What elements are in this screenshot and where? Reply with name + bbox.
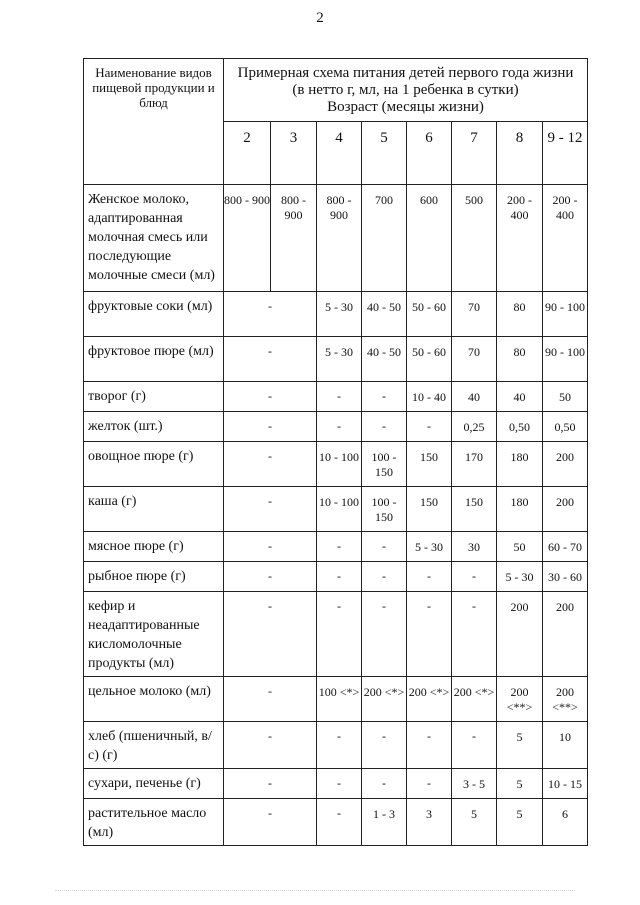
value-cell: 5 - 30 (497, 562, 543, 592)
name-column-header: Наименование видов пищевой продукции и блюд (84, 59, 224, 185)
value-cell: 200 (543, 442, 588, 487)
value-cell: 200 <*> (362, 677, 407, 722)
value-cell: - (317, 532, 362, 562)
value-cell: 10 (543, 722, 588, 769)
table-row (84, 442, 588, 487)
value-cell: 150 (407, 442, 452, 487)
table-row (84, 592, 588, 677)
age-caption: Возраст (месяцы жизни) (327, 99, 484, 115)
product-name-cell: творог (г) (84, 382, 224, 412)
value-cell: 800 - 900 (271, 185, 317, 292)
value-cell: 40 (497, 382, 543, 412)
value-cell: 200 (543, 592, 588, 677)
merged-value-cell: - (224, 532, 317, 562)
value-cell: 10 - 100 (317, 442, 362, 487)
merged-value-cell: - (224, 799, 317, 846)
value-cell: 5 - 30 (317, 292, 362, 337)
table-row (84, 412, 588, 442)
age-header-cell: 4 (317, 122, 362, 185)
table-row (84, 562, 588, 592)
value-cell: - (407, 592, 452, 677)
header-row (84, 59, 588, 122)
product-name-cell: каша (г) (84, 487, 224, 532)
merged-value-cell: - (224, 562, 317, 592)
value-cell: 50 (543, 382, 588, 412)
table-row (84, 677, 588, 722)
value-cell: - (317, 769, 362, 799)
value-cell: 30 (452, 532, 497, 562)
product-name-cell: мясное пюре (г) (84, 532, 224, 562)
value-cell: 600 (407, 185, 452, 292)
value-cell: 180 (497, 442, 543, 487)
value-cell: 5 - 30 (407, 532, 452, 562)
merged-value-cell: - (224, 677, 317, 722)
age-header-cell: 6 (407, 122, 452, 185)
product-name-cell: кефир и неадаптированные кисломолочные продукты (мл) (84, 592, 224, 677)
merged-value-cell: - (224, 487, 317, 532)
value-cell: 5 (497, 722, 543, 769)
value-cell: 200 (497, 592, 543, 677)
age-header-cell: 3 (271, 122, 317, 185)
scheme-units: (в нетто г, мл, на 1 ребенка в сутки) (292, 82, 519, 98)
value-cell: - (362, 722, 407, 769)
value-cell: 80 (497, 337, 543, 382)
product-name-cell: цельное молоко (мл) (84, 677, 224, 722)
product-name-cell: хлеб (пшеничный, в/с) (г) (84, 722, 224, 769)
value-cell: - (407, 769, 452, 799)
value-cell: - (317, 412, 362, 442)
value-cell: 70 (452, 292, 497, 337)
merged-value-cell: - (224, 442, 317, 487)
merged-value-cell: - (224, 722, 317, 769)
age-header-cell: 2 (224, 122, 271, 185)
value-cell: 3 (407, 799, 452, 846)
table-row (84, 532, 588, 562)
product-name-cell: овощное пюре (г) (84, 442, 224, 487)
value-cell: 0,50 (543, 412, 588, 442)
value-cell: - (362, 382, 407, 412)
value-cell: 200 - 400 (543, 185, 588, 292)
table-row (84, 337, 588, 382)
product-name-cell: растительное масло (мл) (84, 799, 224, 846)
value-cell: 100 - 150 (362, 487, 407, 532)
scheme-title: Примерная схема питания детей первого года жизни (237, 65, 574, 81)
value-cell: - (317, 799, 362, 846)
value-cell: - (452, 592, 497, 677)
table-row (84, 722, 588, 769)
age-header-cell: 7 (452, 122, 497, 185)
value-cell: 90 - 100 (543, 337, 588, 382)
feeding-schedule-table-wrapper (83, 58, 588, 846)
value-cell: 500 (452, 185, 497, 292)
value-cell: - (362, 532, 407, 562)
merged-value-cell: - (224, 382, 317, 412)
value-cell: 30 - 60 (543, 562, 588, 592)
value-cell: - (407, 562, 452, 592)
scan-artifact (55, 890, 575, 893)
page-number: 2 (316, 10, 324, 26)
value-cell: 70 (452, 337, 497, 382)
value-cell: - (317, 562, 362, 592)
value-cell: - (317, 382, 362, 412)
value-cell: 800 - 900 (317, 185, 362, 292)
value-cell: 40 (452, 382, 497, 412)
value-cell: 700 (362, 185, 407, 292)
value-cell: - (317, 592, 362, 677)
value-cell: - (452, 722, 497, 769)
value-cell: 5 (497, 769, 543, 799)
product-name-cell: Женское молоко, адаптированная молочная смесь или последующие молочные смеси (мл) (84, 185, 224, 292)
merged-value-cell: - (224, 412, 317, 442)
scheme-header (224, 59, 588, 122)
value-cell: 3 - 5 (452, 769, 497, 799)
merged-value-cell: - (224, 337, 317, 382)
age-header-cell: 5 (362, 122, 407, 185)
value-cell: 10 - 40 (407, 382, 452, 412)
value-cell: 10 - 100 (317, 487, 362, 532)
age-header-cell: 9 - 12 (543, 122, 588, 185)
value-cell: - (452, 562, 497, 592)
value-cell: 10 - 15 (543, 769, 588, 799)
value-cell: 40 - 50 (362, 337, 407, 382)
merged-value-cell: - (224, 292, 317, 337)
value-cell: 50 (497, 532, 543, 562)
table-row (84, 292, 588, 337)
value-cell: 170 (452, 442, 497, 487)
table-row (84, 799, 588, 846)
table-row (84, 487, 588, 532)
value-cell: 100 <*> (317, 677, 362, 722)
value-cell: - (362, 562, 407, 592)
value-cell: 180 (497, 487, 543, 532)
value-cell: 50 - 60 (407, 337, 452, 382)
merged-value-cell: - (224, 769, 317, 799)
product-name-cell: сухари, печенье (г) (84, 769, 224, 799)
value-cell: 5 (497, 799, 543, 846)
value-cell: 200 <**> (497, 677, 543, 722)
value-cell: 0,50 (497, 412, 543, 442)
product-name-cell: фруктовое пюре (мл) (84, 337, 224, 382)
age-header-cell: 8 (497, 122, 543, 185)
value-cell: 1 - 3 (362, 799, 407, 846)
value-cell: 800 - 900 (224, 185, 271, 292)
value-cell: - (362, 412, 407, 442)
value-cell: 150 (407, 487, 452, 532)
value-cell: 5 (452, 799, 497, 846)
value-cell: 200 <*> (407, 677, 452, 722)
product-name-cell: желток (шт.) (84, 412, 224, 442)
value-cell: 100 - 150 (362, 442, 407, 487)
product-name-cell: рыбное пюре (г) (84, 562, 224, 592)
value-cell: - (362, 769, 407, 799)
value-cell: 40 - 50 (362, 292, 407, 337)
value-cell: 90 - 100 (543, 292, 588, 337)
value-cell: 5 - 30 (317, 337, 362, 382)
value-cell: 50 - 60 (407, 292, 452, 337)
value-cell: - (407, 722, 452, 769)
table-row (84, 185, 588, 292)
feeding-schedule-table (83, 58, 588, 846)
value-cell: 80 (497, 292, 543, 337)
table-row (84, 382, 588, 412)
value-cell: - (317, 722, 362, 769)
value-cell: 200 <**> (543, 677, 588, 722)
value-cell: 60 - 70 (543, 532, 588, 562)
value-cell: 200 <*> (452, 677, 497, 722)
table-row (84, 769, 588, 799)
value-cell: - (407, 412, 452, 442)
product-name-cell: фруктовые соки (мл) (84, 292, 224, 337)
value-cell: 6 (543, 799, 588, 846)
value-cell: 200 (543, 487, 588, 532)
value-cell: - (362, 592, 407, 677)
value-cell: 150 (452, 487, 497, 532)
value-cell: 200 - 400 (497, 185, 543, 292)
merged-value-cell: - (224, 592, 317, 677)
value-cell: 0,25 (452, 412, 497, 442)
